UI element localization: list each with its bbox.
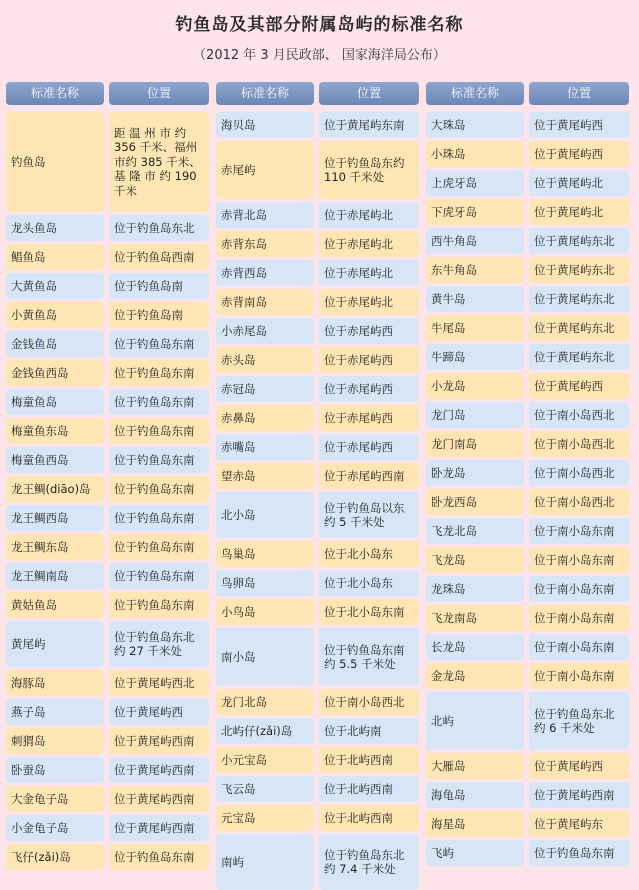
island-position: 位于南小岛西北 — [529, 489, 629, 515]
island-position: 位于北小岛东南 — [319, 599, 419, 625]
island-position: 位于赤尾屿西南 — [319, 463, 419, 489]
island-name: 大金龟子岛 — [6, 786, 104, 812]
island-position: 位于钓鱼岛东北 — [109, 215, 209, 241]
island-name: 大黄鱼岛 — [6, 273, 104, 299]
island-position: 位于南小岛东南 — [529, 634, 629, 660]
island-position: 位于北屿西南 — [319, 747, 419, 773]
island-position: 位于南小岛东南 — [529, 518, 629, 544]
island-name: 梅童鱼东岛 — [6, 418, 104, 444]
island-name: 鸟卵岛 — [216, 570, 314, 596]
island-name: 金钱鱼西岛 — [6, 360, 104, 386]
island-name: 飞屿 — [426, 840, 524, 866]
island-name: 南屿 — [216, 834, 314, 890]
column-2 — [216, 82, 419, 876]
island-position: 位于钓鱼岛东北约 7.4 千米处 — [319, 834, 419, 890]
island-position: 位于钓鱼岛东南 — [109, 563, 209, 589]
island-name: 黄姑鱼岛 — [6, 592, 104, 618]
island-position: 位于钓鱼岛以东约 5 千米处 — [319, 492, 419, 538]
island-position: 位于钓鱼岛东南 — [109, 505, 209, 531]
island-position: 位于钓鱼岛东北约 27 千米处 — [109, 621, 209, 667]
island-name: 赤嘴岛 — [216, 434, 314, 460]
island-name: 龙王鲷(diāo)岛 — [6, 476, 104, 502]
header-position: 位置 — [319, 82, 419, 105]
island-position: 位于南小岛东南 — [529, 547, 629, 573]
island-name: 小元宝岛 — [216, 747, 314, 773]
island-position: 位于黄尾屿东北 — [529, 257, 629, 283]
island-position: 位于北屿西南 — [319, 805, 419, 831]
island-position: 位于钓鱼岛东南 — [109, 331, 209, 357]
island-name: 卧蚕岛 — [6, 757, 104, 783]
island-position: 位于钓鱼岛东北约 6 千米处 — [529, 692, 629, 750]
island-name: 飞龙岛 — [426, 547, 524, 573]
island-name: 长龙岛 — [426, 634, 524, 660]
page-title: 钓鱼岛及其部分附属岛屿的标准名称 — [175, 15, 464, 35]
island-position: 位于黄尾屿西南 — [109, 815, 209, 841]
island-name: 小金龟子岛 — [6, 815, 104, 841]
island-position: 位于钓鱼岛东约 110 千米处 — [319, 141, 419, 199]
column-3 — [426, 82, 629, 860]
island-name: 金钱鱼岛 — [6, 331, 104, 357]
island-name: 燕子岛 — [6, 699, 104, 725]
island-name: 龙门南岛 — [426, 431, 524, 457]
island-name: 海龟岛 — [426, 782, 524, 808]
island-position: 位于黄尾屿东北 — [529, 344, 629, 370]
island-position: 位于黄尾屿西 — [529, 141, 629, 167]
island-position: 位于南小岛西北 — [529, 402, 629, 428]
island-position: 位于北小岛东 — [319, 570, 419, 596]
island-position: 位于钓鱼岛东南 — [109, 476, 209, 502]
island-name: 小珠岛 — [426, 141, 524, 167]
header-position: 位置 — [529, 82, 629, 105]
island-name: 海豚岛 — [6, 670, 104, 696]
island-position: 位于钓鱼岛东南 — [529, 840, 629, 866]
island-position: 位于钓鱼岛西南 — [109, 244, 209, 270]
island-name: 龙头鱼岛 — [6, 215, 104, 241]
island-position: 位于赤尾屿西 — [319, 376, 419, 402]
island-name: 飞龙南岛 — [426, 605, 524, 631]
island-position: 位于北小岛东 — [319, 541, 419, 567]
island-position: 位于黄尾屿西北 — [109, 670, 209, 696]
island-position: 位于黄尾屿西 — [109, 699, 209, 725]
island-name: 赤鼻岛 — [216, 405, 314, 431]
island-position: 位于赤尾屿北 — [319, 260, 419, 286]
island-position: 位于钓鱼岛东南 — [109, 844, 209, 870]
island-name: 龙门岛 — [426, 402, 524, 428]
island-name: 金龙岛 — [426, 663, 524, 689]
island-position: 位于黄尾屿西 — [529, 373, 629, 399]
island-name: 赤冠岛 — [216, 376, 314, 402]
island-name: 鲳鱼岛 — [6, 244, 104, 270]
island-name: 南小岛 — [216, 628, 314, 686]
island-name: 刺猬岛 — [6, 728, 104, 754]
island-name: 钓鱼岛 — [6, 112, 104, 212]
island-position: 距 温 州 市 约 356 千米、福州市约 385 千米、基 隆 市 约 190 千米 — [109, 112, 209, 212]
island-name: 赤尾屿 — [216, 141, 314, 199]
island-name: 北屿 — [426, 692, 524, 750]
island-position: 位于南小岛西北 — [319, 689, 419, 715]
island-name: 望赤岛 — [216, 463, 314, 489]
island-name: 赤背南岛 — [216, 289, 314, 315]
island-position: 位于黄尾屿北 — [529, 170, 629, 196]
island-name: 小赤尾岛 — [216, 318, 314, 344]
island-name: 梅童鱼西岛 — [6, 447, 104, 473]
header-position: 位置 — [109, 82, 209, 105]
island-position: 位于黄尾屿北 — [529, 199, 629, 225]
island-position: 位于钓鱼岛东南 — [109, 534, 209, 560]
island-name: 龙门北岛 — [216, 689, 314, 715]
island-position: 位于赤尾屿北 — [319, 231, 419, 257]
island-name: 北屿仔(zǎi)岛 — [216, 718, 314, 744]
island-position: 位于南小岛东南 — [529, 663, 629, 689]
island-position: 位于南小岛东南 — [529, 576, 629, 602]
island-position: 位于北屿西南 — [319, 776, 419, 802]
island-position: 位于钓鱼岛东南 — [109, 447, 209, 473]
island-position: 位于钓鱼岛东南 — [109, 389, 209, 415]
island-position: 位于黄尾屿东 — [529, 811, 629, 837]
island-name: 龙王鲷东岛 — [6, 534, 104, 560]
island-name: 小鸟岛 — [216, 599, 314, 625]
column-1 — [6, 82, 209, 864]
island-position: 位于赤尾屿西 — [319, 347, 419, 373]
island-name: 飞仔(zǎi)岛 — [6, 844, 104, 870]
island-position: 位于黄尾屿东北 — [529, 228, 629, 254]
island-name: 黄尾屿 — [6, 621, 104, 667]
island-name: 下虎牙岛 — [426, 199, 524, 225]
island-name: 北小岛 — [216, 492, 314, 538]
island-name: 小龙岛 — [426, 373, 524, 399]
island-position: 位于钓鱼岛南 — [109, 273, 209, 299]
island-name: 上虎牙岛 — [426, 170, 524, 196]
island-name: 牛尾岛 — [426, 315, 524, 341]
island-name: 龙王鲷南岛 — [6, 563, 104, 589]
island-name: 海星岛 — [426, 811, 524, 837]
page-subtitle: （2012 年 3 月民政部、 国家海洋局公布） — [193, 48, 446, 63]
island-name: 海贝岛 — [216, 112, 314, 138]
island-position: 位于赤尾屿西 — [319, 318, 419, 344]
island-name: 梅童鱼岛 — [6, 389, 104, 415]
island-position: 位于钓鱼岛南 — [109, 302, 209, 328]
island-position: 位于赤尾屿北 — [319, 289, 419, 315]
island-position: 位于钓鱼岛东南 — [109, 592, 209, 618]
island-position: 位于黄尾屿西 — [529, 753, 629, 779]
island-position: 位于北屿南 — [319, 718, 419, 744]
island-position: 位于赤尾屿西 — [319, 434, 419, 460]
island-name: 小黄鱼岛 — [6, 302, 104, 328]
island-name: 飞龙北岛 — [426, 518, 524, 544]
island-position: 位于黄尾屿东北 — [529, 315, 629, 341]
island-position: 位于钓鱼岛东南 — [109, 360, 209, 386]
island-position: 位于赤尾屿北 — [319, 202, 419, 228]
island-position: 位于黄尾屿西南 — [529, 782, 629, 808]
island-name: 大雁岛 — [426, 753, 524, 779]
island-position: 位于赤尾屿西 — [319, 405, 419, 431]
island-name: 卧龙西岛 — [426, 489, 524, 515]
island-position: 位于黄尾屿东北 — [529, 286, 629, 312]
island-name: 赤背北岛 — [216, 202, 314, 228]
island-name: 赤背东岛 — [216, 231, 314, 257]
island-position: 位于钓鱼岛东南 — [109, 418, 209, 444]
table-header — [216, 82, 419, 107]
island-position: 位于黄尾屿西 — [529, 112, 629, 138]
island-name: 赤背西岛 — [216, 260, 314, 286]
island-position: 位于南小岛东南 — [529, 605, 629, 631]
island-position: 位于南小岛西北 — [529, 431, 629, 457]
island-name: 卧龙岛 — [426, 460, 524, 486]
island-position: 位于南小岛西北 — [529, 460, 629, 486]
island-position: 位于黄尾屿西南 — [109, 757, 209, 783]
island-position: 位于黄尾屿西南 — [109, 786, 209, 812]
table-header — [426, 82, 629, 107]
island-position: 位于钓鱼岛东南约 5.5 千米处 — [319, 628, 419, 686]
island-name: 东牛角岛 — [426, 257, 524, 283]
header-name: 标准名称 — [6, 82, 104, 105]
table-header — [6, 82, 209, 107]
island-name: 鸟巢岛 — [216, 541, 314, 567]
island-name: 飞云岛 — [216, 776, 314, 802]
island-position: 位于黄尾屿西南 — [109, 728, 209, 754]
island-name: 黄牛岛 — [426, 286, 524, 312]
island-name: 龙王鲷西岛 — [6, 505, 104, 531]
island-name: 龙珠岛 — [426, 576, 524, 602]
island-name: 赤头岛 — [216, 347, 314, 373]
island-name: 牛蹄岛 — [426, 344, 524, 370]
header-name: 标准名称 — [426, 82, 524, 105]
island-name: 大珠岛 — [426, 112, 524, 138]
header-name: 标准名称 — [216, 82, 314, 105]
island-name: 元宝岛 — [216, 805, 314, 831]
island-name: 西牛角岛 — [426, 228, 524, 254]
island-position: 位于黄尾屿东南 — [319, 112, 419, 138]
